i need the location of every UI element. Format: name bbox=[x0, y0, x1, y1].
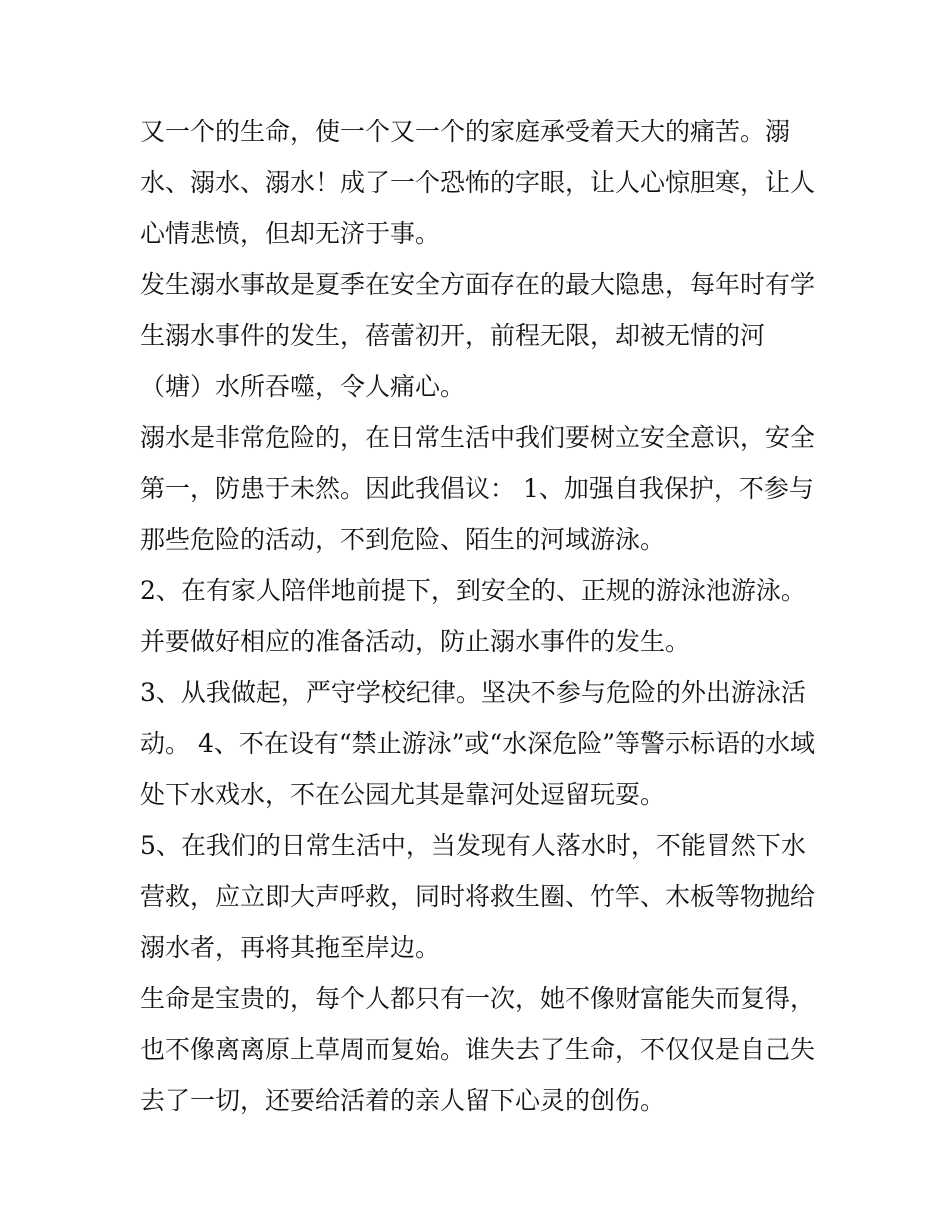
text-line: 去了一切，还要给活着的亲人留下心灵的创伤。 bbox=[140, 1086, 666, 1115]
text-line: 溺水是非常危险的，在日常生活中我们要树立安全意识，安全 bbox=[140, 423, 816, 452]
text-line: 水、溺水、溺水！成了一个恐怖的字眼，让人心惊胆寒，让人 bbox=[140, 168, 816, 197]
document-body bbox=[140, 106, 820, 1126]
text-line: 也不像离离原上草周而复始。谁失去了生命，不仅仅是自己失 bbox=[140, 1035, 816, 1064]
text-line: 生命是宝贵的，每个人都只有一次，她不像财富能失而复得， bbox=[140, 984, 816, 1013]
text-line: 发生溺水事故是夏季在安全方面存在的最大隐患，每年时有学 bbox=[140, 270, 816, 299]
text-line: （塘）水所吞噬，令人痛心。 bbox=[140, 372, 466, 401]
text-line: 处下水戏水，不在公园尤其是靠河处逗留玩耍。 bbox=[140, 780, 666, 809]
text-line: 溺水者，再将其拖至岸边。 bbox=[140, 933, 441, 962]
text-line: 又一个的生命，使一个又一个的家庭承受着天大的痛苦。溺 bbox=[140, 117, 791, 146]
text-line: 那些危险的活动，不到危险、陌生的河域游泳。 bbox=[140, 525, 666, 554]
text-line: 并要做好相应的准备活动，防止溺水事件的发生。 bbox=[140, 627, 691, 656]
text-line: 5、在我们的日常生活中，当发现有人落水时，不能冒然下水 bbox=[140, 831, 806, 860]
text-line: 3、从我做起，严守学校纪律。坚决不参与危险的外出游泳活 bbox=[140, 678, 806, 707]
text-line: 动。 4、不在设有“禁止游泳”或“水深危险”等警示标语的水域 bbox=[140, 729, 815, 758]
text-line: 营救，应立即大声呼救，同时将救生圈、竹竿、木板等物抛给 bbox=[140, 882, 816, 911]
text-line: 第一，防患于未然。因此我倡议： 1、加强自我保护，不参与 bbox=[140, 474, 814, 503]
text-line: 生溺水事件的发生，蓓蕾初开，前程无限，却被无情的河 bbox=[140, 321, 766, 350]
text-line: 心情悲愤，但却无济于事。 bbox=[140, 219, 441, 248]
text-line: 2、在有家人陪伴地前提下，到安全的、正规的游泳池游泳。 bbox=[140, 576, 806, 605]
